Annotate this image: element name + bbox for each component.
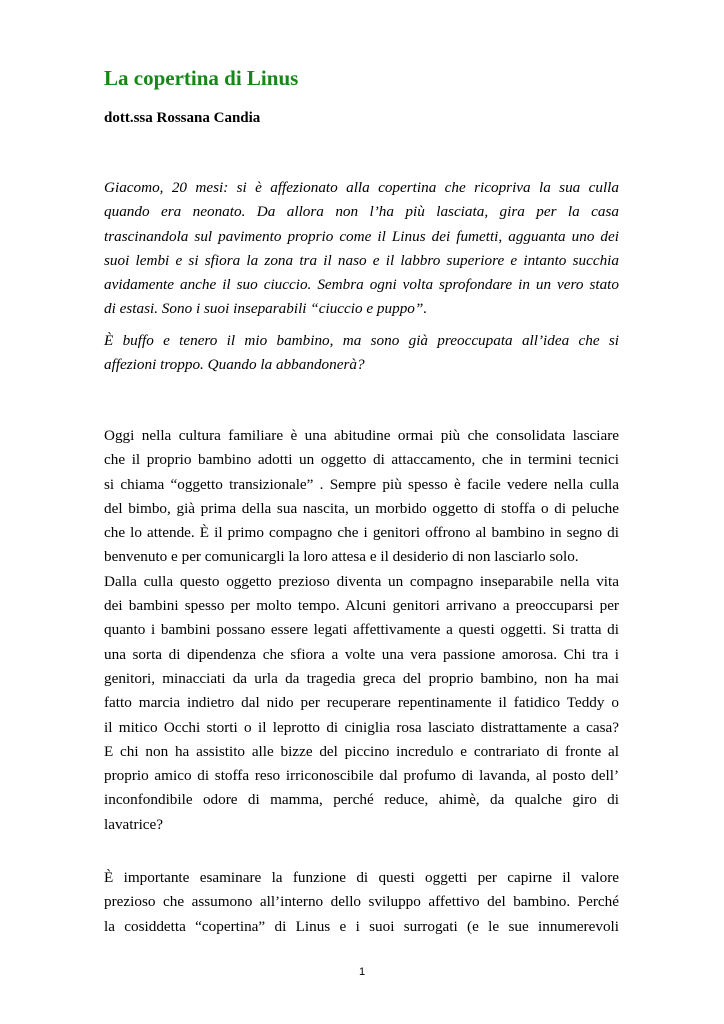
body-line: genitori, minacciati da urla da tragedia greca del proprio bambino, non ha mai (104, 669, 619, 687)
body-line: il mitico Occhi storti o il leprotto di ciniglia rosa lasciato distrattamente a casa? (104, 718, 619, 736)
body-line: Dalla culla questo oggetto prezioso diventa un compagno inseparabile nella vita (104, 572, 619, 590)
body-line: si chiama “oggetto transizionale” . Sempre più spesso è facile vedere nella culla (104, 475, 619, 493)
intro-line: suoi lembi e si sfiora la zona tra il naso e il labbro superiore e intanto succhia (104, 251, 619, 269)
body-line: del bimbo, già prima della sua nascita, un morbido oggetto di stoffa o di peluche (104, 499, 619, 517)
body-line: fatto marcia indietro dal nido per recuperare repentinamente il fatidico Teddy o (104, 694, 619, 712)
body-line: una sorta di dipendenza che sfiora a volte una vera passione amorosa. Chi tra i (104, 645, 619, 663)
body-line: Oggi nella cultura familiare è una abitudine ormai più che consolidata lasciare (104, 427, 619, 444)
body-line: È importante esaminare la funzione di questi oggetti per capirne il valore (104, 869, 619, 886)
intro-paragraph (104, 176, 619, 322)
page-number: 1 (358, 966, 366, 978)
document-title: La copertina di Linus (104, 66, 299, 90)
question-paragraph (104, 329, 619, 378)
body-line: prezioso che assumono all’interno dello sviluppo affettivo del bambino. Perché (104, 893, 619, 911)
intro-line: avidamente anche il suo ciuccio. Sembra ogni volta sprofondare in un vero stato (104, 276, 619, 294)
body-paragraph-2 (104, 866, 619, 939)
intro-line: trascinandola sul pavimento proprio come il Linus dei fumetti, agguanta uno dei (104, 227, 619, 245)
question-line: affezioni troppo. Quando la abbandonerà? (104, 356, 365, 374)
body-paragraph-1 (104, 424, 619, 837)
intro-line: di estasi. Sono i suoi inseparabili “ciuccio e puppo”. (104, 300, 428, 318)
body-line: che lo attende. È il primo compagno che i genitori offrono al bambino in segno di (104, 524, 619, 542)
question-line: È buffo e tenero il mio bambino, ma sono già preoccupata all’idea che si (104, 332, 619, 349)
body-line: che il proprio bambino adotti un oggetto di attaccamento, che in termini tecnici (104, 451, 619, 469)
body-line: lavatrice? (104, 815, 164, 833)
body-line: la cosiddetta “copertina” di Linus e i suoi surrogati (e le sue innumerevoli (104, 917, 619, 935)
body-line: dei bambini spesso per molto tempo. Alcuni genitori arrivano a preoccuparsi per (104, 597, 619, 615)
body-line: E chi non ha assistito alle bizze del piccino incredulo e contrariato di fronte al (104, 742, 619, 760)
intro-line: quando era neonato. Da allora non l’ha più lasciata, gira per la casa (104, 203, 619, 221)
body-line: inconfondibile odore di mamma, perché reduce, ahimè, da qualche giro di (104, 791, 619, 809)
body-line: proprio amico di stoffa reso irriconoscibile dal profumo di lavanda, al posto dell’ (104, 767, 619, 785)
body-line: benvenuto e per comunicargli la loro attesa e il desiderio di non lasciarlo solo. (104, 548, 579, 566)
body-line: quanto i bambini possano essere legati affettivamente a questi oggetti. Si tratta di (104, 621, 619, 639)
document-author: dott.ssa Rossana Candia (104, 110, 261, 126)
intro-line: Giacomo, 20 mesi: si è affezionato alla copertina che ricopriva la sua culla (104, 179, 619, 196)
